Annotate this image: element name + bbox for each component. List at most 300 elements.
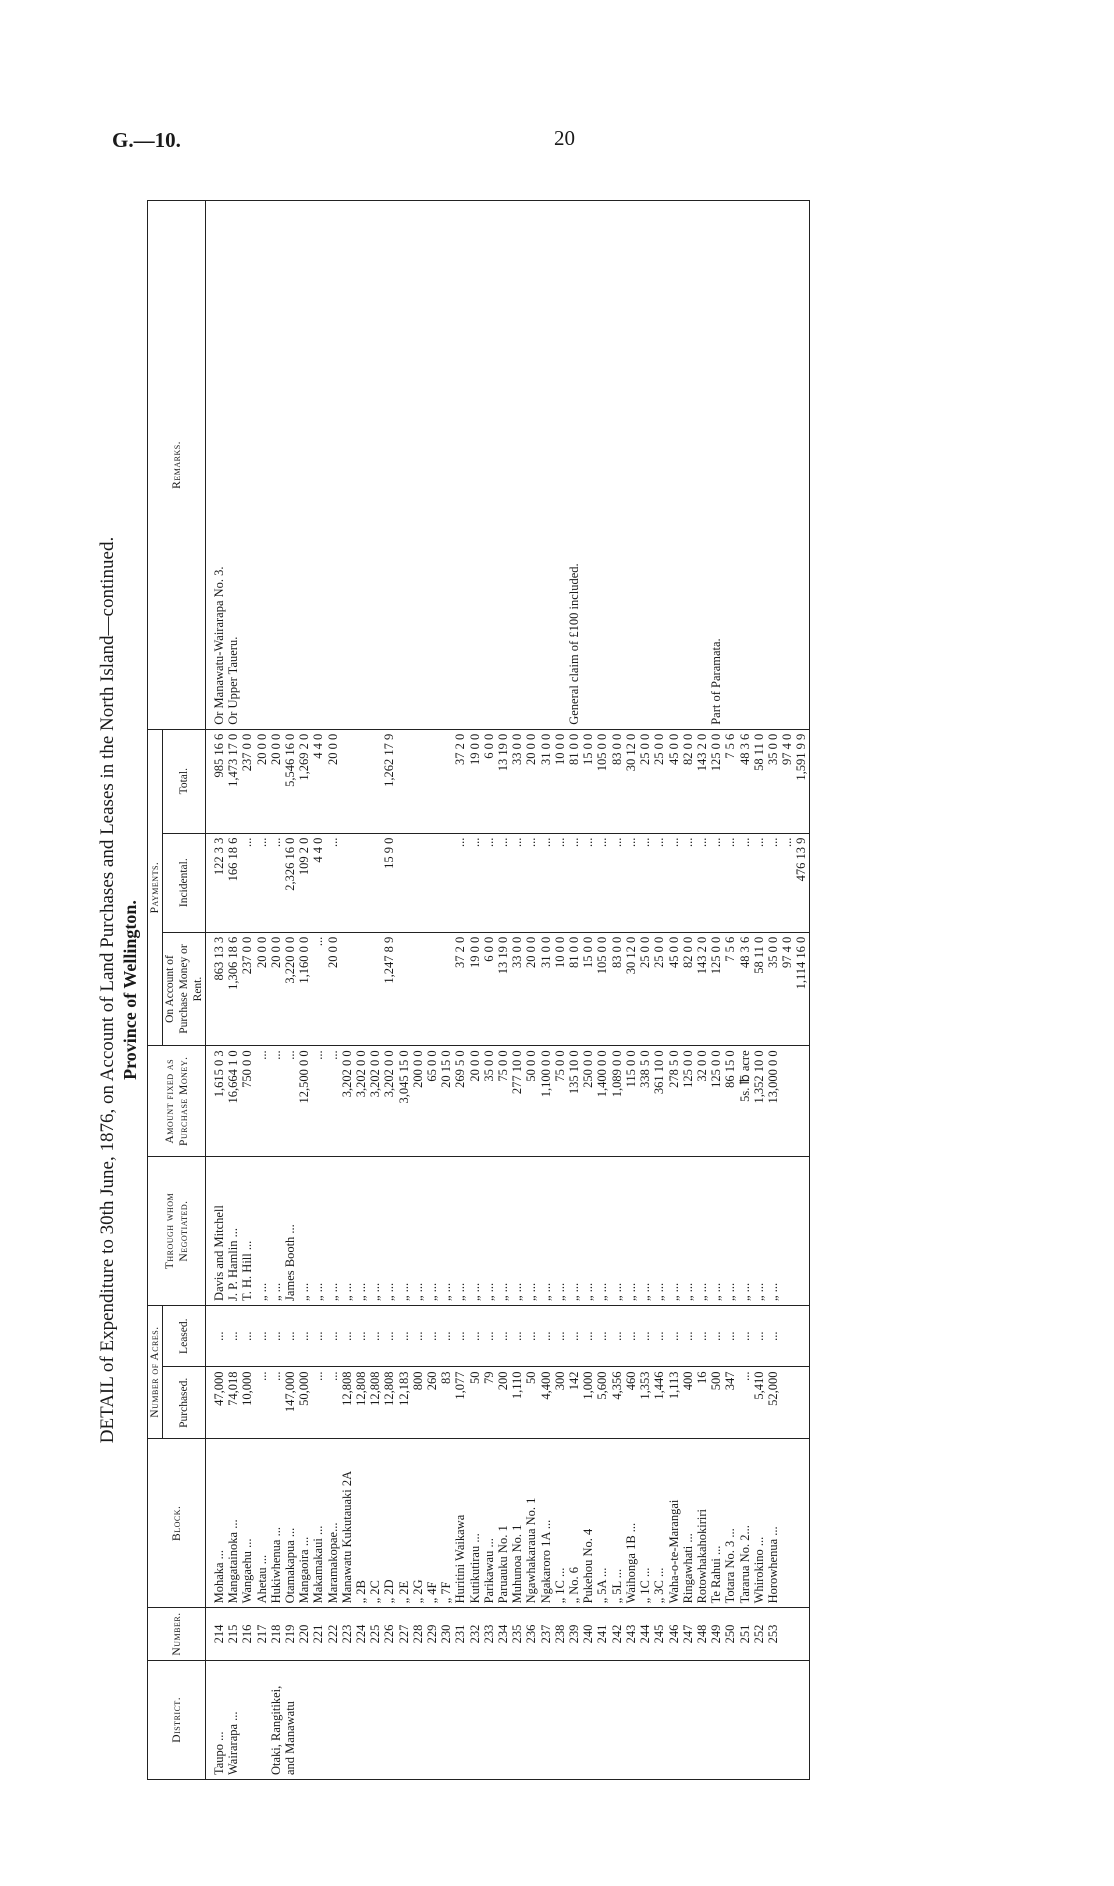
block-cell: Pukehou No. 4 [581, 1439, 595, 1608]
negotiated-cell: „ ... [482, 1157, 496, 1306]
on-account-cell: 1,160 0 0 [297, 932, 311, 1046]
total-cell: 6 0 0 [482, 729, 496, 833]
total-cell: 125 0 0 [709, 729, 723, 833]
incidental-cell [411, 833, 425, 932]
negotiated-cell: „ ... [539, 1157, 553, 1306]
on-account-cell: 3,220 0 0 [283, 932, 297, 1046]
incidental-cell: 476 13 9 [794, 833, 809, 932]
remarks-cell: General claim of £100 included. [567, 201, 581, 730]
amount-cell: 750 0 0 [240, 1046, 254, 1157]
negotiated-cell: „ ... [425, 1157, 439, 1306]
purchased-cell: 500 [709, 1367, 723, 1439]
block-cell [780, 1439, 794, 1608]
amount-cell: 35 0 0 [482, 1046, 496, 1157]
table-row [496, 201, 510, 1780]
total-cell: 1,473 17 0 [226, 729, 240, 833]
negotiated-cell: „ ... [453, 1157, 467, 1306]
on-account-cell: 25 0 0 [638, 932, 652, 1046]
incidental-cell: ... [752, 833, 766, 932]
remarks-cell [553, 201, 567, 730]
district-cell [667, 1660, 681, 1779]
total-cell: 13 19 0 [496, 729, 510, 833]
negotiated-cell: „ ... [752, 1157, 766, 1306]
amount-cell: 16,664 1 0 [226, 1046, 240, 1157]
incidental-cell [354, 833, 368, 932]
block-cell: „ 5L ... [610, 1439, 624, 1608]
purchased-cell: 300 [553, 1367, 567, 1439]
remarks-cell: Or Manawatu-Wairarapa No. 3. [206, 201, 227, 730]
table-row [297, 201, 311, 1780]
purchased-cell: 1,110 [510, 1367, 524, 1439]
on-account-cell: 10 0 0 [553, 932, 567, 1046]
district-cell [340, 1660, 354, 1779]
district-cell [240, 1660, 254, 1779]
total-cell: 5,546 16 0 [283, 729, 297, 833]
block-cell: Mangatainoka ... [226, 1439, 240, 1608]
amount-cell: 32 0 0 [695, 1046, 709, 1157]
purchased-cell: 347 [723, 1367, 737, 1439]
incidental-cell: ... [269, 833, 283, 932]
on-account-cell: 45 0 0 [667, 932, 681, 1046]
on-account-cell [397, 932, 411, 1046]
negotiated-cell: „ ... [595, 1157, 609, 1306]
leased-cell: ... [581, 1305, 595, 1367]
number-cell: 214 [206, 1608, 227, 1660]
leased-cell: ... [610, 1305, 624, 1367]
purchased-cell: ... [255, 1367, 269, 1439]
table-row [269, 201, 283, 1780]
header-district: District. [148, 1660, 206, 1779]
leased-cell: ... [326, 1305, 340, 1367]
negotiated-cell: „ ... [624, 1157, 638, 1306]
total-cell: 81 0 0 [567, 729, 581, 833]
number-cell: 215 [226, 1608, 240, 1660]
district-cell: Otaki, Rangitikei, [269, 1660, 283, 1779]
district-cell [709, 1660, 723, 1779]
district-cell [311, 1660, 325, 1779]
amount-cell: 1,400 0 0 [595, 1046, 609, 1157]
negotiated-cell: Davis and Mitchell [206, 1157, 227, 1306]
incidental-cell: ... [652, 833, 666, 932]
purchased-cell: 12,808 [354, 1367, 368, 1439]
incidental-cell: ... [482, 833, 496, 932]
table-row [255, 201, 269, 1780]
block-cell: Whirokino ... [752, 1439, 766, 1608]
leased-cell: ... [311, 1305, 325, 1367]
table-title: DETAIL of Expenditure to 30th June, 1876, on Account of Land Purchases and Leases in the North Island—continued. [97, 536, 118, 1444]
incidental-cell: ... [255, 833, 269, 932]
block-cell: Ngawhakaraua No. 1 [524, 1439, 538, 1608]
table-row [638, 201, 652, 1780]
negotiated-cell: James Booth ... [283, 1157, 297, 1306]
negotiated-cell: „ ... [411, 1157, 425, 1306]
amount-cell: 1,352 10 0 [752, 1046, 766, 1157]
number-cell: 232 [468, 1608, 482, 1660]
leased-cell [780, 1305, 794, 1367]
leased-cell: ... [439, 1305, 453, 1367]
district-cell [581, 1660, 595, 1779]
number-cell: 220 [297, 1608, 311, 1660]
table-row [652, 201, 666, 1780]
negotiated-cell: „ ... [397, 1157, 411, 1306]
total-cell: 97 4 0 [780, 729, 794, 833]
on-account-cell: 19 0 0 [468, 932, 482, 1046]
district-cell: and Manawatu [283, 1660, 297, 1779]
leased-cell: ... [425, 1305, 439, 1367]
remarks-cell [524, 201, 538, 730]
leased-cell: ... [297, 1305, 311, 1367]
remarks-cell [354, 201, 368, 730]
purchased-cell: 1,446 [652, 1367, 666, 1439]
table-row [709, 201, 723, 1780]
negotiated-cell: „ ... [496, 1157, 510, 1306]
incidental-cell [340, 833, 354, 932]
amount-cell [794, 1046, 809, 1157]
leased-cell: ... [695, 1305, 709, 1367]
negotiated-cell [780, 1157, 794, 1306]
on-account-cell: 863 13 3 [206, 932, 227, 1046]
purchased-cell: 800 [411, 1367, 425, 1439]
incidental-cell: ... [581, 833, 595, 932]
amount-cell: 361 10 0 [652, 1046, 666, 1157]
purchased-cell: 460 [624, 1367, 638, 1439]
remarks-cell [453, 201, 467, 730]
number-cell: 217 [255, 1608, 269, 1660]
remarks-cell: Part of Paramata. [709, 201, 723, 730]
negotiated-cell: „ ... [738, 1157, 752, 1306]
table-body [206, 201, 810, 1780]
total-cell: 1,269 2 0 [297, 729, 311, 833]
remarks-cell [269, 201, 283, 730]
negotiated-cell: T. H. Hill ... [240, 1157, 254, 1306]
leased-cell: ... [340, 1305, 354, 1367]
number-cell: 241 [595, 1608, 609, 1660]
on-account-cell: 15 0 0 [581, 932, 595, 1046]
remarks-cell [638, 201, 652, 730]
district-cell [553, 1660, 567, 1779]
district-cell [496, 1660, 510, 1779]
incidental-cell [397, 833, 411, 932]
block-cell: Waihonga 1B ... [624, 1439, 638, 1608]
block-cell: „ 5A ... [595, 1439, 609, 1608]
page-code: G.—10. [112, 128, 181, 152]
number-cell: 221 [311, 1608, 325, 1660]
district-cell [638, 1660, 652, 1779]
table-row [581, 201, 595, 1780]
amount-cell: 125 0 0 [709, 1046, 723, 1157]
total-cell [425, 729, 439, 833]
amount-cell: 50 0 0 [524, 1046, 538, 1157]
incidental-cell: ... [624, 833, 638, 932]
amount-cell: 125 0 0 [681, 1046, 695, 1157]
leased-cell: ... [269, 1305, 283, 1367]
total-cell: 1,262 17 9 [382, 729, 396, 833]
leased-cell: ... [482, 1305, 496, 1367]
purchased-cell: 74,018 [226, 1367, 240, 1439]
number-cell: 225 [368, 1608, 382, 1660]
total-cell: 4 4 0 [311, 729, 325, 833]
table-row [397, 201, 411, 1780]
leased-cell: ... [510, 1305, 524, 1367]
on-account-cell: 83 0 0 [610, 932, 624, 1046]
incidental-cell: ... [638, 833, 652, 932]
number-cell: 248 [695, 1608, 709, 1660]
block-cell: Totara No. 3 ... [723, 1439, 737, 1608]
header-acres-group: Number of Acres. [148, 1305, 163, 1438]
leased-cell: ... [226, 1305, 240, 1367]
total-cell [354, 729, 368, 833]
incidental-cell: 122 3 3 [206, 833, 227, 932]
total-cell: 82 0 0 [681, 729, 695, 833]
remarks-cell [752, 201, 766, 730]
district-cell [255, 1660, 269, 1779]
remarks-cell [311, 201, 325, 730]
table-row [340, 201, 354, 1780]
leased-cell: ... [539, 1305, 553, 1367]
number-cell: 253 [766, 1608, 780, 1660]
incidental-cell: ... [539, 833, 553, 932]
incidental-cell: 4 4 0 [311, 833, 325, 932]
incidental-cell: 166 18 6 [226, 833, 240, 932]
block-cell: „ 2D [382, 1439, 396, 1608]
on-account-cell: 82 0 0 [681, 932, 695, 1046]
district-cell: Taupo ... [206, 1660, 227, 1779]
number-cell: 223 [340, 1608, 354, 1660]
leased-cell: ... [638, 1305, 652, 1367]
district-cell [624, 1660, 638, 1779]
block-cell: „ 4F [425, 1439, 439, 1608]
header-incidental: Incidental. [163, 833, 206, 932]
leased-cell: ... [681, 1305, 695, 1367]
leased-cell: ... [496, 1305, 510, 1367]
purchased-cell: 142 [567, 1367, 581, 1439]
district-cell [780, 1660, 794, 1779]
purchased-cell: 50 [524, 1367, 538, 1439]
number-cell: 250 [723, 1608, 737, 1660]
negotiated-cell: „ ... [326, 1157, 340, 1306]
header-payments-group: Payments. [148, 729, 163, 1046]
block-cell: Wangaehu ... [240, 1439, 254, 1608]
on-account-cell: 105 0 0 [595, 932, 609, 1046]
remarks-cell: Or Upper Taueru. [226, 201, 240, 730]
district-cell [453, 1660, 467, 1779]
on-account-cell: 143 2 0 [695, 932, 709, 1046]
incidental-cell: ... [766, 833, 780, 932]
purchased-cell: 12,808 [382, 1367, 396, 1439]
purchased-cell: 1,113 [667, 1367, 681, 1439]
incidental-cell [439, 833, 453, 932]
block-cell: „ 2C [368, 1439, 382, 1608]
remarks-cell [382, 201, 396, 730]
leased-cell: ... [240, 1305, 254, 1367]
block-cell: Otamakapua ... [283, 1439, 297, 1608]
amount-cell: 269 5 0 [453, 1046, 467, 1157]
incidental-cell: ... [453, 833, 467, 932]
block-cell: „ 7F [439, 1439, 453, 1608]
incidental-cell [425, 833, 439, 932]
total-cell: 30 12 0 [624, 729, 638, 833]
on-account-cell: 125 0 0 [709, 932, 723, 1046]
amount-cell [780, 1046, 794, 1157]
table-row [794, 201, 809, 1780]
header-remarks: Remarks. [148, 201, 206, 730]
purchased-cell: 260 [425, 1367, 439, 1439]
table-row [240, 201, 254, 1780]
on-account-cell: 6 0 0 [482, 932, 496, 1046]
leased-cell [794, 1305, 809, 1367]
number-cell: 226 [382, 1608, 396, 1660]
number-cell [780, 1608, 794, 1660]
block-cell: Maramakopae... [326, 1439, 340, 1608]
amount-cell: 277 10 0 [510, 1046, 524, 1157]
purchased-cell: 4,356 [610, 1367, 624, 1439]
remarks-cell [595, 201, 609, 730]
negotiated-cell: „ ... [468, 1157, 482, 1306]
purchased-cell: 52,000 [766, 1367, 780, 1439]
district-cell [482, 1660, 496, 1779]
on-account-cell: 13 19 0 [496, 932, 510, 1046]
incidental-cell: ... [667, 833, 681, 932]
incidental-cell: 109 2 0 [297, 833, 311, 932]
number-cell: 244 [638, 1608, 652, 1660]
purchased-cell: 50 [468, 1367, 482, 1439]
table-row [382, 201, 396, 1780]
amount-cell: 20 0 0 [468, 1046, 482, 1157]
block-cell: Hukiwhenua ... [269, 1439, 283, 1608]
number-cell: 224 [354, 1608, 368, 1660]
total-cell: 20 0 0 [255, 729, 269, 833]
negotiated-cell: „ ... [681, 1157, 695, 1306]
negotiated-cell: „ ... [709, 1157, 723, 1306]
district-cell [510, 1660, 524, 1779]
leased-cell: ... [752, 1305, 766, 1367]
number-cell: 240 [581, 1608, 595, 1660]
on-account-cell [439, 932, 453, 1046]
on-account-cell: 81 0 0 [567, 932, 581, 1046]
number-cell: 251 [738, 1608, 752, 1660]
incidental-cell: ... [553, 833, 567, 932]
remarks-cell [624, 201, 638, 730]
purchased-cell: 1,000 [581, 1367, 595, 1439]
number-cell: 234 [496, 1608, 510, 1660]
incidental-cell: ... [468, 833, 482, 932]
remarks-cell [581, 201, 595, 730]
district-cell [524, 1660, 538, 1779]
district-cell [425, 1660, 439, 1779]
incidental-cell: ... [709, 833, 723, 932]
header-negotiated: Through whom Negotiated. [148, 1157, 206, 1306]
incidental-cell: ... [738, 833, 752, 932]
page-number: 20 [554, 126, 575, 150]
number-cell: 238 [553, 1608, 567, 1660]
incidental-cell: ... [681, 833, 695, 932]
amount-cell: 135 10 0 [567, 1046, 581, 1157]
on-account-cell: ... [311, 932, 325, 1046]
leased-cell: ... [723, 1305, 737, 1367]
number-cell: 216 [240, 1608, 254, 1660]
table-row [411, 201, 425, 1780]
table-row [311, 201, 325, 1780]
on-account-cell: 97 4 0 [780, 932, 794, 1046]
remarks-cell [794, 201, 809, 730]
incidental-cell: ... [524, 833, 538, 932]
purchased-cell: 79 [482, 1367, 496, 1439]
amount-cell: 13,000 0 0 [766, 1046, 780, 1157]
amount-cell: 3,202 0 0 [340, 1046, 354, 1157]
amount-cell: 115 0 0 [624, 1046, 638, 1157]
block-cell: Mangaoira ... [297, 1439, 311, 1608]
incidental-cell: ... [723, 833, 737, 932]
number-cell: 246 [667, 1608, 681, 1660]
total-cell: 31 0 0 [539, 729, 553, 833]
district-cell [368, 1660, 382, 1779]
purchased-cell: 400 [681, 1367, 695, 1439]
block-cell: Horowhenua ... [766, 1439, 780, 1608]
on-account-cell: 20 0 0 [326, 932, 340, 1046]
block-cell: „ 2B [354, 1439, 368, 1608]
table-row [206, 201, 227, 1780]
on-account-cell: 1,247 8 9 [382, 932, 396, 1046]
header-on-account: On Account of Purchase Money or Rent. [163, 932, 206, 1046]
block-cell: „ 2E [397, 1439, 411, 1608]
amount-cell: 3,202 0 0 [354, 1046, 368, 1157]
block-cell: Mohaka ... [206, 1439, 227, 1608]
table-row [695, 201, 709, 1780]
negotiated-cell: „ ... [638, 1157, 652, 1306]
remarks-cell [695, 201, 709, 730]
purchased-cell: 147,000 [283, 1367, 297, 1439]
number-cell: 245 [652, 1608, 666, 1660]
amount-cell: 3,202 0 0 [368, 1046, 382, 1157]
district-cell [326, 1660, 340, 1779]
district-cell [794, 1660, 809, 1779]
total-cell: 83 0 0 [610, 729, 624, 833]
amount-cell: 1,100 0 0 [539, 1046, 553, 1157]
on-account-cell: 1,306 18 6 [226, 932, 240, 1046]
amount-cell: 3,045 15 0 [397, 1046, 411, 1157]
leased-cell: ... [283, 1305, 297, 1367]
negotiated-cell: „ ... [723, 1157, 737, 1306]
purchased-cell: 12,808 [368, 1367, 382, 1439]
remarks-cell [681, 201, 695, 730]
rotated-table-block [97, 200, 1017, 1780]
table-row [326, 201, 340, 1780]
amount-cell: 1,089 0 0 [610, 1046, 624, 1157]
remarks-cell [738, 201, 752, 730]
total-cell: 15 0 0 [581, 729, 595, 833]
number-cell: 227 [397, 1608, 411, 1660]
block-cell: Rotowhakahokiriri [695, 1439, 709, 1608]
leased-cell: ... [453, 1305, 467, 1367]
total-cell: 20 0 0 [524, 729, 538, 833]
on-account-cell: 20 0 0 [255, 932, 269, 1046]
number-cell: 235 [510, 1608, 524, 1660]
table-row [439, 201, 453, 1780]
on-account-cell: 35 0 0 [766, 932, 780, 1046]
incidental-cell: 2,326 16 0 [283, 833, 297, 932]
purchased-cell: 5,600 [595, 1367, 609, 1439]
amount-cell: ... [326, 1046, 340, 1157]
purchased-cell: ... [269, 1367, 283, 1439]
remarks-cell [297, 201, 311, 730]
on-account-cell [425, 932, 439, 1046]
total-cell: 45 0 0 [667, 729, 681, 833]
amount-cell: 86 15 0 [723, 1046, 737, 1157]
number-cell: 242 [610, 1608, 624, 1660]
remarks-cell [439, 201, 453, 730]
table-row [524, 201, 538, 1780]
header-purchased: Purchased. [163, 1367, 206, 1439]
